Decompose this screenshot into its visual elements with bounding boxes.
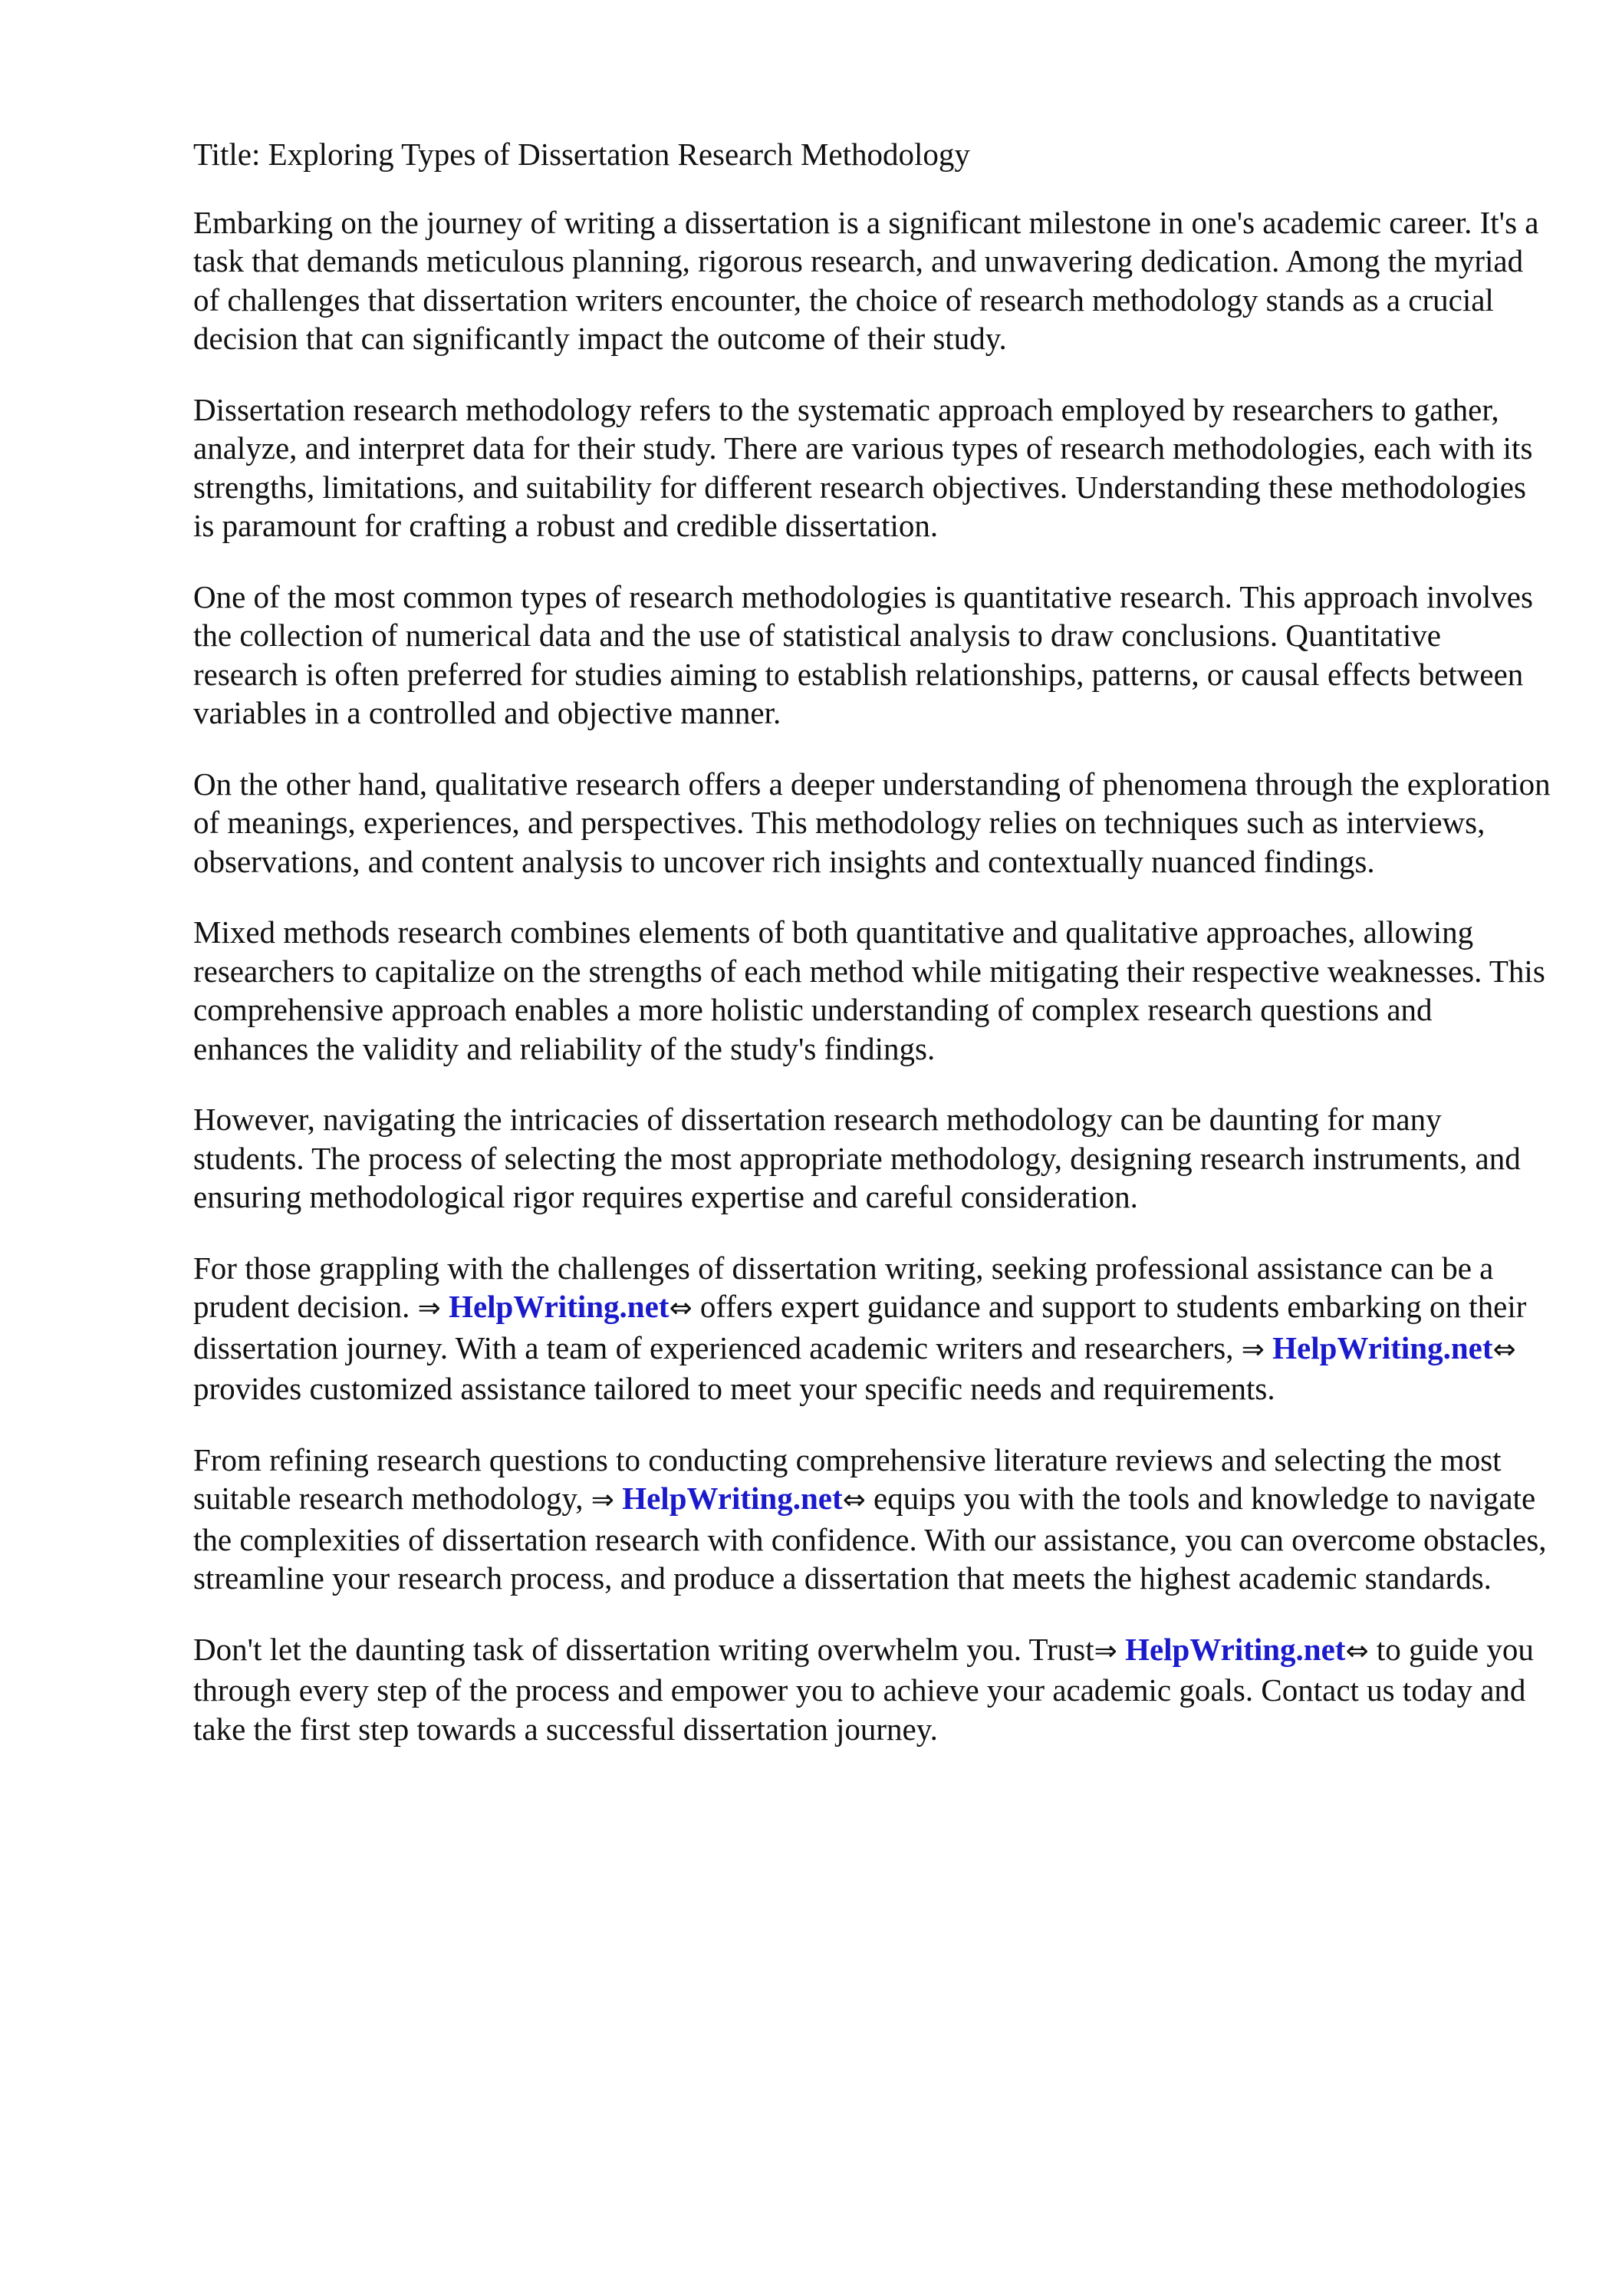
paragraph-definition: Dissertation research methodology refers to the systematic approach employed by researchers to gather, analyze, and interpret data for their study. There are various types of research methodologies, each with its strengths, limitations, and suitability for different research objectives. Understanding these methodologies is paramount for crafting a robust and credible dissertation. <box>193 391 1533 543</box>
paragraph-tools-text-a: From refining research questions to conducting comprehensive literature reviews and selecting the most suitable research methodology, <box>193 1441 1502 1516</box>
paragraph-closing-text-b: to guide you through every step of the process and empower you to achieve your academic goals. Contact us today and take the first step towards a successful dissertation journey. <box>193 1631 1534 1747</box>
paragraph-closing <box>193 1630 1551 1749</box>
right-arrow-icon: ⇒ <box>417 1293 441 1324</box>
right-arrow-icon: ⇒ <box>1241 1333 1265 1365</box>
right-arrow-icon: ⇒ <box>1094 1635 1117 1667</box>
paragraph-tools <box>193 1441 1551 1598</box>
paragraph-qualitative: On the other hand, qualitative research offers a deeper understanding of phenomena through the exploration of meanings, experiences, and perspectives. This methodology relies on techniques such as interviews, observations, and content analysis to uncover rich insights and contextually nuanced findings. <box>193 766 1551 879</box>
helpwriting-link[interactable]: HelpWriting.net <box>1272 1329 1493 1365</box>
document-body <box>193 135 1551 1780</box>
paragraph-assistance-text-a: For those grappling with the challenges of dissertation writing, seeking professional assistance can be a prudent decision. <box>193 1250 1494 1324</box>
helpwriting-link[interactable]: HelpWriting.net <box>622 1481 843 1516</box>
double-arrow-icon: ⇔ <box>669 1293 693 1324</box>
right-arrow-icon: ⇒ <box>591 1484 614 1516</box>
document-title: Title: Exploring Types of Dissertation Research Methodology <box>193 137 970 172</box>
helpwriting-link[interactable]: HelpWriting.net <box>1125 1631 1346 1667</box>
paragraph-challenges: However, navigating the intricacies of dissertation research methodology can be daunting for many students. The process of selecting the most appropriate methodology, designing research instruments, and ensuring methodological rigor requires expertise and careful consideration. <box>193 1102 1521 1214</box>
helpwriting-link[interactable]: HelpWriting.net <box>449 1289 670 1324</box>
paragraph-intro: Embarking on the journey of writing a dissertation is a significant milestone in one's academic career. It's a task that demands meticulous planning, rigorous research, and unwavering dedication. Among the myriad of challenges that dissertation writers encounter, the choice of research methodology stands as a crucial decision that can significantly impact the outcome of their study. <box>193 204 1539 356</box>
double-arrow-icon: ⇔ <box>1345 1635 1369 1667</box>
paragraph-tools-text-b: equips you with the tools and knowledge to navigate the complexities of dissertation research with confidence. With our assistance, you can overcome obstacles, streamline your research process, and produce a dissertation that meets the highest academic standards. <box>193 1481 1547 1596</box>
paragraph-assistance <box>193 1249 1551 1408</box>
paragraph-quantitative: One of the most common types of research methodologies is quantitative research. This approach involves the collection of numerical data and the use of statistical analysis to draw conclusions. Quantitative research is often preferred for studies aiming to establish relationships, patterns, or causal effects between variables in a controlled and objective manner. <box>193 578 1533 730</box>
paragraph-assistance-text-c: provides customized assistance tailored to meet your specific needs and requirements. <box>193 1371 1275 1406</box>
paragraph-mixed-methods: Mixed methods research combines elements of both quantitative and qualitative approaches, allowing researchers to capitalize on the strengths of each method while mitigating their respective weaknesses. This comprehensive approach enables a more holistic understanding of complex research questions and enhances the validity and reliability of the study's findings. <box>193 914 1545 1066</box>
double-arrow-icon: ⇔ <box>1492 1333 1516 1365</box>
double-arrow-icon: ⇔ <box>842 1484 866 1516</box>
paragraph-closing-text-a: Don't let the daunting task of dissertation writing overwhelm you. Trust <box>193 1631 1094 1667</box>
paragraph-assistance-text-b: offers expert guidance and support to students embarking on their dissertation journey. With a team of experienced academic writers and researchers, <box>193 1289 1527 1365</box>
